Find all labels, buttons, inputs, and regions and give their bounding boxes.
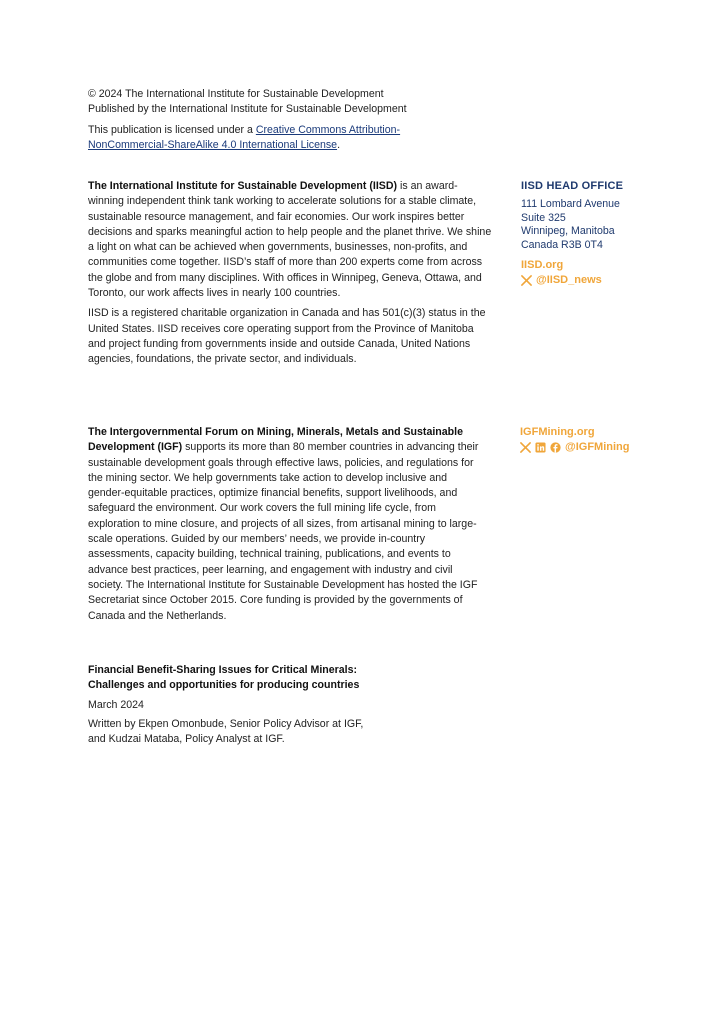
iisd-paragraph-1-text: is an award-winning independent think tank working to accelerate solutions for a stable climate, sustainable resource management, and fair economies. Our work inspires better decisions and sparks meaningful action to help people and the planet thrive. We shine a light on what can be achieved when governments, businesses, non-profits, and communities come together. IISD’s staff of more than 200 experts come from across the globe and from many disciplines. With offices in Winnipeg, Geneva, Ottawa, and Toronto, our work affects lives in nearly 100 countries. <box>88 180 492 300</box>
publication-title-line-1: Financial Benefit-Sharing Issues for Critical Minerals: <box>88 664 358 676</box>
iisd-social-handle[interactable]: @IISD_news <box>536 274 602 287</box>
linkedin-icon[interactable] <box>535 442 546 453</box>
publisher-line: Published by the International Institute for Sustainable Development <box>88 103 407 116</box>
iisd-name: The International Institute for Sustainable Development (IISD) <box>88 180 398 192</box>
facebook-icon[interactable] <box>550 442 561 453</box>
license-link-continued[interactable]: NonCommercial-ShareAlike 4.0 International License <box>88 138 338 151</box>
igf-paragraph-text: supports its more than 80 member countries in advancing their sustainable development goals through effective laws, policies, and regulations for the mining sector. We help governments take action to develop inclusive and gender-equitable practices, optimize financial benefits, support livelihoods, and safeguard the environment. Our work covers the full mining life cycle, from exploration to mine closure, and projects of all sizes, from artisanal mining to large-scale operations. Guided by our members’ needs, we provide in-country assessments, capacity building, technical training, publications, and events to advance best practices, peer learning, and engagement with industry and civil society. The International Institute for Sustainable Development has hosted the IGF Secretariat since October 2015. Core funding is provided by the governments of Canada and the Netherlands. <box>88 441 479 622</box>
license-prefix: This publication is licensed under a <box>88 123 256 136</box>
license-text <box>88 123 488 154</box>
igf-social-handle[interactable]: @IGFMining <box>565 441 630 453</box>
head-office-block <box>521 180 623 286</box>
igf-paragraph <box>88 425 485 624</box>
head-office-title: IISD HEAD OFFICE <box>521 180 624 192</box>
address-line: Suite 325 <box>521 211 566 224</box>
igf-website-link[interactable]: IGFMining.org <box>520 426 595 438</box>
publication-info <box>88 663 488 747</box>
iisd-website-link[interactable]: IISD.org <box>521 259 564 272</box>
publication-date: March 2024 <box>88 698 144 711</box>
publication-title-line-2: Challenges and opportunities for producing countries <box>88 679 360 692</box>
address-line: Canada R3B 0T4 <box>521 238 603 251</box>
copyright-line: © 2024 The International Institute for Sustainable Development <box>88 88 384 100</box>
license-suffix: . <box>337 138 341 151</box>
igf-name: The Intergovernmental Forum on Mining, Minerals, Metals and Sustainable Development (IGF) <box>88 426 463 454</box>
copyright-block <box>88 87 488 153</box>
igf-contact-block <box>520 426 630 453</box>
authors-line-2: and Kudzai Mataba, Policy Analyst at IGF. <box>88 733 285 746</box>
address-line: Winnipeg, Manitoba <box>521 225 615 238</box>
igf-social <box>520 441 630 453</box>
x-icon[interactable] <box>521 275 532 286</box>
head-office-address <box>521 198 623 252</box>
iisd-description <box>88 179 493 368</box>
igf-description <box>88 425 485 624</box>
x-icon[interactable] <box>520 442 531 453</box>
address-line: 111 Lombard Avenue <box>521 198 620 210</box>
authors-line-1: Written by Ekpen Omonbude, Senior Policy Advisor at IGF, <box>88 717 364 730</box>
iisd-paragraph-2: IISD is a registered charitable organization in Canada and has 501(c)(3) status in the United States. IISD receives core operating support from the Province of Manitoba and project funding from governments inside and outside Canada, United Nations agencies, foundations, the private sector, and individuals. <box>88 307 486 366</box>
iisd-social <box>521 274 623 286</box>
iisd-paragraph-1 <box>88 179 493 301</box>
license-link[interactable]: Creative Commons Attribution- <box>255 123 401 136</box>
